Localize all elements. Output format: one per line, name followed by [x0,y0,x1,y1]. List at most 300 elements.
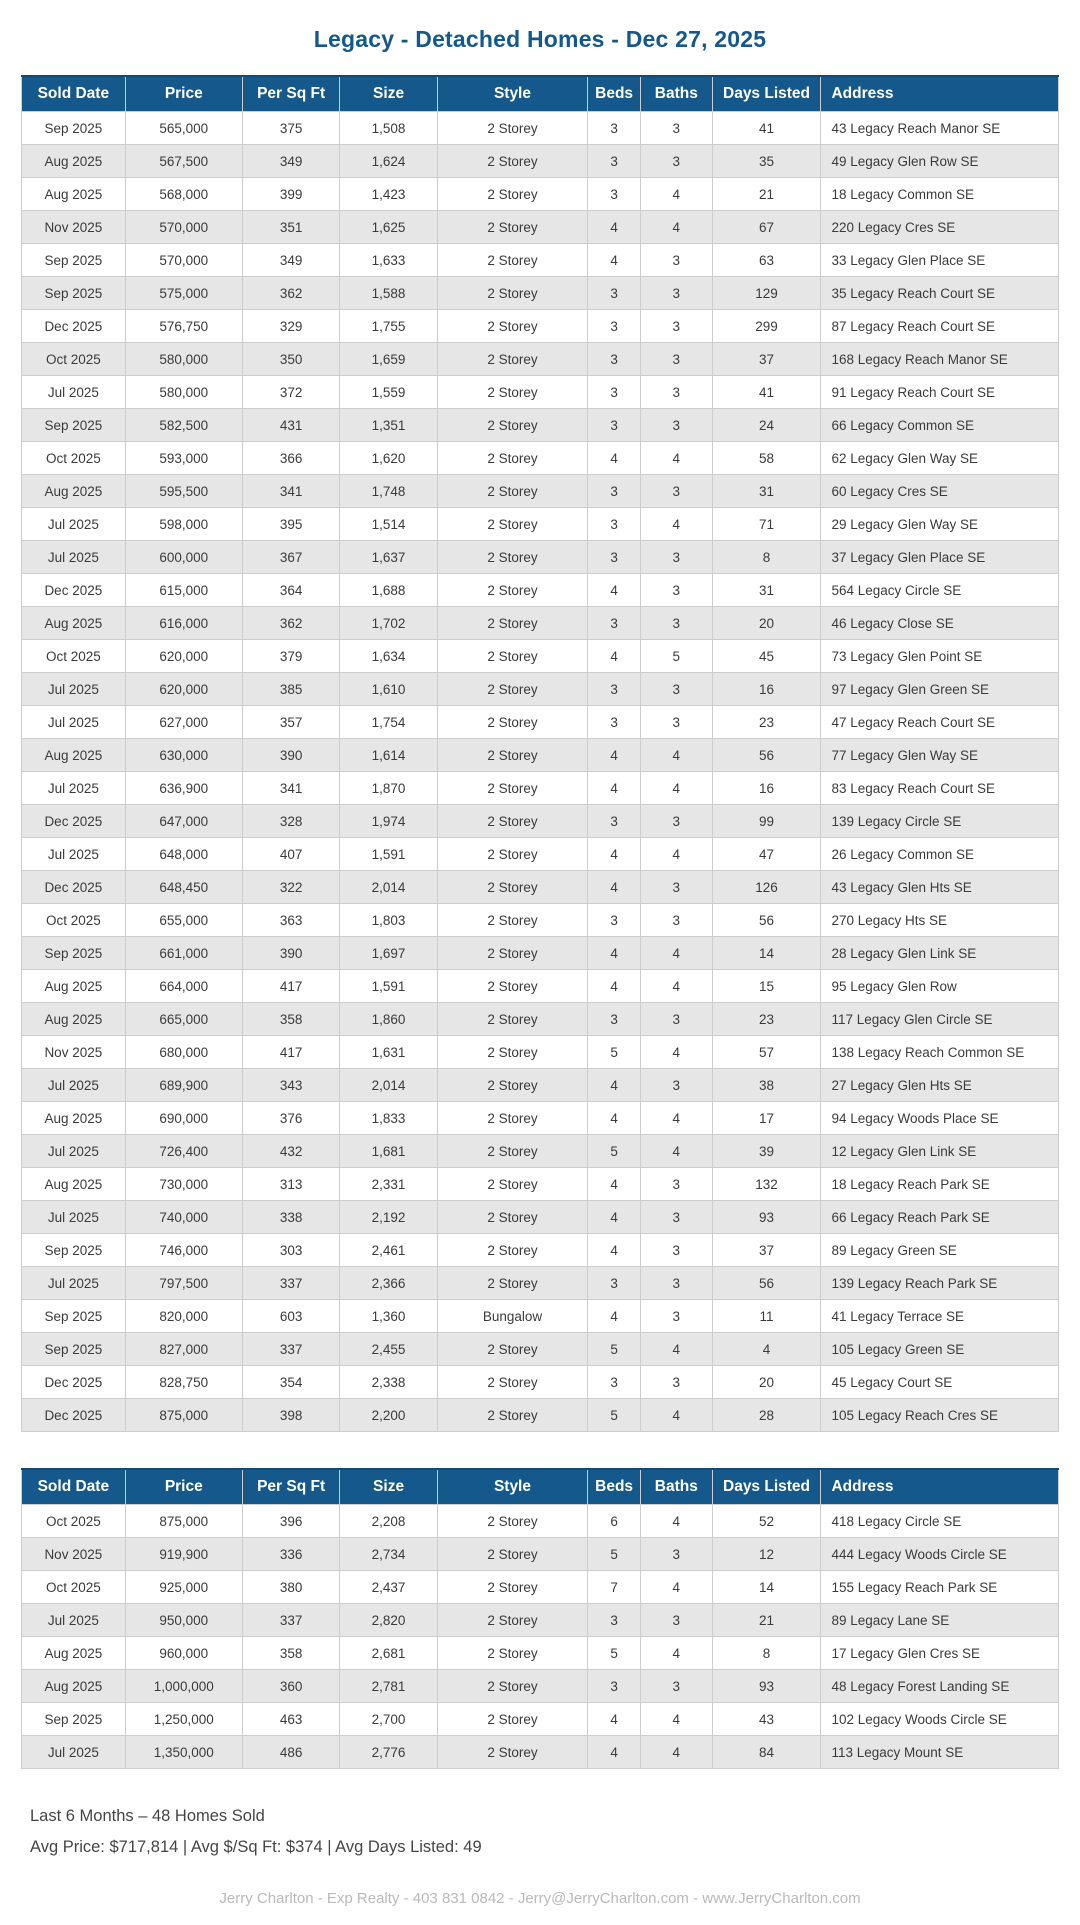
address-cell: 105 Legacy Reach Cres SE [821,1399,1059,1432]
style-cell: 2 Storey [437,1604,587,1637]
days-listed-cell: 31 [712,475,821,508]
days-listed-cell: 14 [712,937,821,970]
sold-date-cell: Jul 2025 [22,1604,126,1637]
style-cell: 2 Storey [437,1670,587,1703]
per-sq-ft-cell: 432 [242,1135,339,1168]
sold-date-cell: Sep 2025 [22,1703,126,1736]
size-cell: 1,620 [340,442,437,475]
baths-cell: 3 [641,376,713,409]
days-listed-cell: 23 [712,1003,821,1036]
price-cell: 960,000 [125,1637,242,1670]
size-cell: 1,588 [340,277,437,310]
sold-date-cell: Jul 2025 [22,1267,126,1300]
beds-cell: 4 [588,442,641,475]
size-cell: 1,803 [340,904,437,937]
days-listed-cell: 21 [712,1604,821,1637]
style-cell: 2 Storey [437,1234,587,1267]
beds-cell: 3 [588,1003,641,1036]
baths-cell: 3 [641,1604,713,1637]
address-cell: 18 Legacy Common SE [821,178,1059,211]
style-cell: 2 Storey [437,640,587,673]
size-cell: 1,659 [340,343,437,376]
size-cell: 2,437 [340,1571,437,1604]
days-listed-cell: 21 [712,178,821,211]
per-sq-ft-cell: 336 [242,1538,339,1571]
size-cell: 1,591 [340,838,437,871]
table-row [22,805,1059,838]
baths-cell: 4 [641,1399,713,1432]
table-row [22,1102,1059,1135]
days-listed-cell: 132 [712,1168,821,1201]
size-cell: 2,700 [340,1703,437,1736]
sold-date-cell: Dec 2025 [22,1366,126,1399]
baths-cell: 3 [641,475,713,508]
beds-cell: 3 [588,310,641,343]
per-sq-ft-cell: 399 [242,178,339,211]
beds-cell: 3 [588,1670,641,1703]
size-cell: 1,631 [340,1036,437,1069]
sold-date-cell: Oct 2025 [22,904,126,937]
per-sq-ft-cell: 351 [242,211,339,244]
per-sq-ft-cell: 375 [242,112,339,145]
per-sq-ft-cell: 354 [242,1366,339,1399]
style-cell: 2 Storey [437,475,587,508]
price-cell: 575,000 [125,277,242,310]
baths-cell: 4 [641,970,713,1003]
beds-cell: 4 [588,1703,641,1736]
per-sq-ft-cell: 357 [242,706,339,739]
price-cell: 598,000 [125,508,242,541]
address-cell: 155 Legacy Reach Park SE [821,1571,1059,1604]
baths-cell: 4 [641,1637,713,1670]
price-cell: 680,000 [125,1036,242,1069]
table-row [22,772,1059,805]
baths-cell: 4 [641,1102,713,1135]
style-cell: 2 Storey [437,1505,587,1538]
per-sq-ft-cell: 350 [242,343,339,376]
sold-date-cell: Oct 2025 [22,343,126,376]
price-cell: 950,000 [125,1604,242,1637]
table-row [22,211,1059,244]
days-listed-cell: 16 [712,673,821,706]
style-cell: 2 Storey [437,838,587,871]
price-cell: 664,000 [125,970,242,1003]
size-cell: 1,637 [340,541,437,574]
size-cell: 1,614 [340,739,437,772]
baths-cell: 3 [641,277,713,310]
column-header-address: Address [821,76,1059,112]
baths-cell: 4 [641,1736,713,1769]
sold-date-cell: Sep 2025 [22,244,126,277]
beds-cell: 3 [588,475,641,508]
beds-cell: 4 [588,871,641,904]
table-row [22,607,1059,640]
size-cell: 2,781 [340,1670,437,1703]
style-cell: 2 Storey [437,178,587,211]
days-listed-cell: 28 [712,1399,821,1432]
header-row [22,76,1059,112]
address-cell: 94 Legacy Woods Place SE [821,1102,1059,1135]
sold-date-cell: Aug 2025 [22,145,126,178]
sold-date-cell: Aug 2025 [22,1168,126,1201]
table-row [22,838,1059,871]
address-cell: 139 Legacy Circle SE [821,805,1059,838]
table-row [22,1571,1059,1604]
per-sq-ft-cell: 431 [242,409,339,442]
per-sq-ft-cell: 341 [242,772,339,805]
per-sq-ft-cell: 398 [242,1399,339,1432]
address-cell: 41 Legacy Terrace SE [821,1300,1059,1333]
sold-date-cell: Oct 2025 [22,1505,126,1538]
size-cell: 2,461 [340,1234,437,1267]
table-row [22,475,1059,508]
table-body [22,112,1059,1432]
per-sq-ft-cell: 303 [242,1234,339,1267]
beds-cell: 3 [588,1366,641,1399]
column-header-style: Style [437,76,587,112]
baths-cell: 3 [641,574,713,607]
address-cell: 91 Legacy Reach Court SE [821,376,1059,409]
page-title: Legacy - Detached Homes - Dec 27, 2025 [313,26,767,52]
per-sq-ft-cell: 379 [242,640,339,673]
address-cell: 220 Legacy Cres SE [821,211,1059,244]
baths-cell: 3 [641,1234,713,1267]
column-header-sold-date: Sold Date [22,1469,126,1505]
style-cell: Bungalow [437,1300,587,1333]
days-listed-cell: 93 [712,1201,821,1234]
style-cell: 2 Storey [437,1366,587,1399]
size-cell: 1,754 [340,706,437,739]
sold-date-cell: Sep 2025 [22,277,126,310]
column-header-days-listed: Days Listed [712,1469,821,1505]
address-cell: 89 Legacy Lane SE [821,1604,1059,1637]
per-sq-ft-cell: 364 [242,574,339,607]
style-cell: 2 Storey [437,574,587,607]
size-cell: 1,633 [340,244,437,277]
beds-cell: 4 [588,640,641,673]
price-cell: 615,000 [125,574,242,607]
style-cell: 2 Storey [437,739,587,772]
sold-date-cell: Jul 2025 [22,838,126,871]
beds-cell: 4 [588,1234,641,1267]
baths-cell: 3 [641,310,713,343]
price-cell: 570,000 [125,211,242,244]
beds-cell: 4 [588,244,641,277]
address-cell: 43 Legacy Glen Hts SE [821,871,1059,904]
beds-cell: 4 [588,1201,641,1234]
table-row [22,739,1059,772]
days-listed-cell: 84 [712,1736,821,1769]
beds-cell: 3 [588,1267,641,1300]
address-cell: 418 Legacy Circle SE [821,1505,1059,1538]
size-cell: 1,634 [340,640,437,673]
table-row [22,1036,1059,1069]
price-cell: 616,000 [125,607,242,640]
baths-cell: 4 [641,1505,713,1538]
baths-cell: 3 [641,1201,713,1234]
price-cell: 730,000 [125,1168,242,1201]
per-sq-ft-cell: 603 [242,1300,339,1333]
beds-cell: 4 [588,937,641,970]
table-row [22,1267,1059,1300]
price-cell: 580,000 [125,343,242,376]
table-row [22,1333,1059,1366]
per-sq-ft-cell: 322 [242,871,339,904]
beds-cell: 4 [588,1736,641,1769]
beds-cell: 5 [588,1135,641,1168]
sold-date-cell: Sep 2025 [22,409,126,442]
beds-cell: 5 [588,1333,641,1366]
style-cell: 2 Storey [437,508,587,541]
days-listed-cell: 8 [712,541,821,574]
beds-cell: 5 [588,1036,641,1069]
table-row [22,673,1059,706]
column-header-price: Price [125,76,242,112]
table-row [22,145,1059,178]
table-row [22,376,1059,409]
size-cell: 1,681 [340,1135,437,1168]
summary-averages: Avg Price: $717,814 | Avg $/Sq Ft: $374 | Avg Days Listed: 49 [30,1837,482,1856]
days-listed-cell: 8 [712,1637,821,1670]
style-cell: 2 Storey [437,871,587,904]
summary-block [30,1805,1059,1860]
table-row [22,1135,1059,1168]
sold-date-cell: Jul 2025 [22,541,126,574]
per-sq-ft-cell: 395 [242,508,339,541]
days-listed-cell: 41 [712,112,821,145]
baths-cell: 4 [641,1571,713,1604]
beds-cell: 3 [588,1604,641,1637]
baths-cell: 3 [641,145,713,178]
beds-cell: 7 [588,1571,641,1604]
price-cell: 689,900 [125,1069,242,1102]
sold-date-cell: Sep 2025 [22,1234,126,1267]
baths-cell: 3 [641,1300,713,1333]
address-cell: 60 Legacy Cres SE [821,475,1059,508]
address-cell: 113 Legacy Mount SE [821,1736,1059,1769]
style-cell: 2 Storey [437,343,587,376]
baths-cell: 3 [641,1538,713,1571]
table-row [22,178,1059,211]
baths-cell: 3 [641,871,713,904]
beds-cell: 5 [588,1538,641,1571]
sold-date-cell: Oct 2025 [22,640,126,673]
column-header-beds: Beds [588,76,641,112]
table-row [22,1538,1059,1571]
baths-cell: 3 [641,244,713,277]
per-sq-ft-cell: 337 [242,1333,339,1366]
beds-cell: 4 [588,1102,641,1135]
beds-cell: 4 [588,772,641,805]
size-cell: 2,338 [340,1366,437,1399]
per-sq-ft-cell: 358 [242,1637,339,1670]
days-listed-cell: 63 [712,244,821,277]
price-cell: 567,500 [125,145,242,178]
days-listed-cell: 4 [712,1333,821,1366]
size-cell: 1,860 [340,1003,437,1036]
days-listed-cell: 31 [712,574,821,607]
address-cell: 29 Legacy Glen Way SE [821,508,1059,541]
style-cell: 2 Storey [437,376,587,409]
days-listed-cell: 11 [712,1300,821,1333]
sold-date-cell: Oct 2025 [22,1571,126,1604]
baths-cell: 4 [641,1703,713,1736]
size-cell: 1,870 [340,772,437,805]
price-cell: 797,500 [125,1267,242,1300]
price-cell: 647,000 [125,805,242,838]
price-cell: 690,000 [125,1102,242,1135]
days-listed-cell: 99 [712,805,821,838]
table-header [22,1469,1059,1505]
baths-cell: 3 [641,1069,713,1102]
price-cell: 655,000 [125,904,242,937]
price-cell: 620,000 [125,640,242,673]
table-row [22,1201,1059,1234]
style-cell: 2 Storey [437,1201,587,1234]
size-cell: 2,200 [340,1399,437,1432]
price-cell: 746,000 [125,1234,242,1267]
table-row [22,541,1059,574]
style-cell: 2 Storey [437,1003,587,1036]
sold-date-cell: Nov 2025 [22,1538,126,1571]
style-cell: 2 Storey [437,772,587,805]
per-sq-ft-cell: 417 [242,970,339,1003]
days-listed-cell: 129 [712,277,821,310]
baths-cell: 4 [641,739,713,772]
address-cell: 97 Legacy Glen Green SE [821,673,1059,706]
size-cell: 2,681 [340,1637,437,1670]
table-row [22,937,1059,970]
table-row [22,1637,1059,1670]
days-listed-cell: 56 [712,904,821,937]
sold-date-cell: Jul 2025 [22,1069,126,1102]
table-row [22,1300,1059,1333]
baths-cell: 3 [641,673,713,706]
beds-cell: 3 [588,673,641,706]
sold-homes-table-2 [21,1468,1059,1769]
beds-cell: 3 [588,607,641,640]
price-cell: 1,250,000 [125,1703,242,1736]
address-cell: 46 Legacy Close SE [821,607,1059,640]
table-row [22,706,1059,739]
address-cell: 66 Legacy Common SE [821,409,1059,442]
style-cell: 2 Storey [437,1036,587,1069]
beds-cell: 3 [588,541,641,574]
sold-date-cell: Aug 2025 [22,178,126,211]
style-cell: 2 Storey [437,673,587,706]
address-cell: 73 Legacy Glen Point SE [821,640,1059,673]
beds-cell: 4 [588,970,641,1003]
size-cell: 1,833 [340,1102,437,1135]
sold-date-cell: Aug 2025 [22,739,126,772]
address-cell: 95 Legacy Glen Row [821,970,1059,1003]
baths-cell: 4 [641,772,713,805]
days-listed-cell: 43 [712,1703,821,1736]
table-row [22,1736,1059,1769]
sold-date-cell: Jul 2025 [22,1201,126,1234]
column-header-days-listed: Days Listed [712,76,821,112]
baths-cell: 3 [641,112,713,145]
baths-cell: 4 [641,508,713,541]
days-listed-cell: 56 [712,1267,821,1300]
per-sq-ft-cell: 337 [242,1604,339,1637]
sold-date-cell: Jul 2025 [22,376,126,409]
beds-cell: 3 [588,508,641,541]
beds-cell: 3 [588,805,641,838]
beds-cell: 4 [588,211,641,244]
baths-cell: 4 [641,1036,713,1069]
table-row [22,409,1059,442]
table-row [22,343,1059,376]
table-row [22,1670,1059,1703]
price-cell: 875,000 [125,1399,242,1432]
per-sq-ft-cell: 349 [242,145,339,178]
style-cell: 2 Storey [437,1703,587,1736]
days-listed-cell: 38 [712,1069,821,1102]
per-sq-ft-cell: 337 [242,1267,339,1300]
size-cell: 2,366 [340,1267,437,1300]
baths-cell: 3 [641,1267,713,1300]
table-row [22,1505,1059,1538]
beds-cell: 3 [588,277,641,310]
size-cell: 2,208 [340,1505,437,1538]
table-row [22,640,1059,673]
column-header-per-sq-ft: Per Sq Ft [242,76,339,112]
style-cell: 2 Storey [437,277,587,310]
style-cell: 2 Storey [437,211,587,244]
address-cell: 48 Legacy Forest Landing SE [821,1670,1059,1703]
beds-cell: 3 [588,145,641,178]
style-cell: 2 Storey [437,1333,587,1366]
table-row [22,508,1059,541]
address-cell: 168 Legacy Reach Manor SE [821,343,1059,376]
address-cell: 49 Legacy Glen Row SE [821,145,1059,178]
size-cell: 1,702 [340,607,437,640]
table-row [22,1168,1059,1201]
summary-period: Last 6 Months – 48 Homes Sold [30,1807,265,1825]
sold-homes-table-1 [21,75,1059,1432]
price-cell: 636,900 [125,772,242,805]
per-sq-ft-cell: 463 [242,1703,339,1736]
size-cell: 1,423 [340,178,437,211]
price-cell: 740,000 [125,1201,242,1234]
baths-cell: 3 [641,1670,713,1703]
style-cell: 2 Storey [437,805,587,838]
per-sq-ft-cell: 366 [242,442,339,475]
price-cell: 593,000 [125,442,242,475]
sold-date-cell: Aug 2025 [22,1102,126,1135]
address-cell: 105 Legacy Green SE [821,1333,1059,1366]
baths-cell: 4 [641,1333,713,1366]
address-cell: 35 Legacy Reach Court SE [821,277,1059,310]
baths-cell: 3 [641,1003,713,1036]
price-cell: 919,900 [125,1538,242,1571]
per-sq-ft-cell: 390 [242,937,339,970]
size-cell: 1,748 [340,475,437,508]
beds-cell: 3 [588,343,641,376]
beds-cell: 4 [588,1300,641,1333]
style-cell: 2 Storey [437,541,587,574]
per-sq-ft-cell: 372 [242,376,339,409]
days-listed-cell: 17 [712,1102,821,1135]
sold-date-cell: Aug 2025 [22,1637,126,1670]
per-sq-ft-cell: 329 [242,310,339,343]
size-cell: 1,591 [340,970,437,1003]
baths-cell: 4 [641,937,713,970]
sold-date-cell: Jul 2025 [22,508,126,541]
baths-cell: 3 [641,1168,713,1201]
days-listed-cell: 93 [712,1670,821,1703]
